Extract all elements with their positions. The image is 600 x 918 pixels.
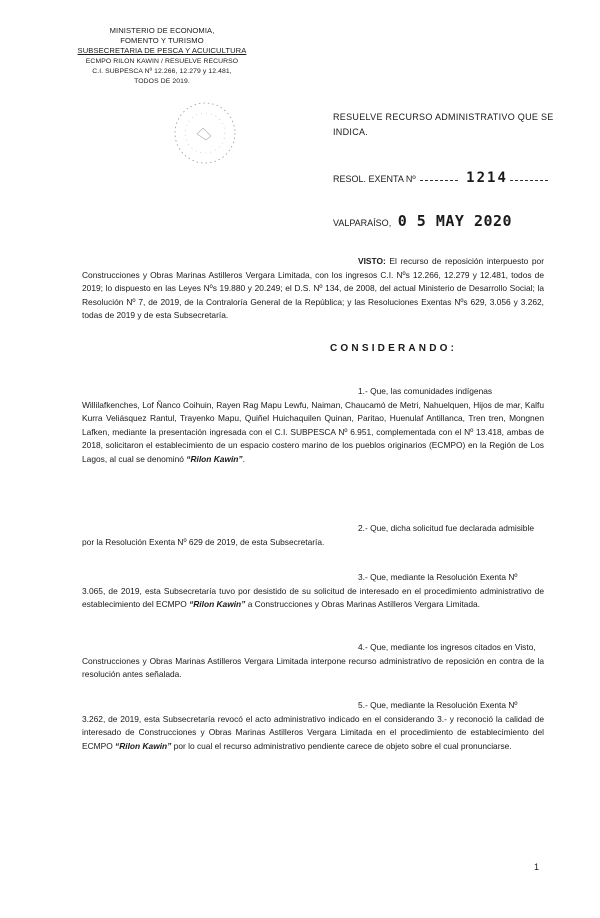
considerando-heading: CONSIDERANDO:	[330, 343, 458, 354]
page-number: 1	[534, 862, 540, 872]
letterhead	[62, 26, 262, 87]
ministry-line: FOMENTO Y TURISMO	[120, 36, 204, 46]
considerando-paragraph: 2.- Que, dicha solicitud fue declarada admisible por la Resolución Exenta Nº 629 de 2019, de esta Subsecretaría.	[82, 523, 534, 547]
considerando-paragraph: 1.- Que, las comunidades indígenas Willilafkenches, Lof Ñanco Coihuin, Rayen Rag Mapu Lewfu, Naiman, Chaucamó de Metri, Nahuelquen, Hijos de mar, Kalfu Kurra Veliásquez Rantul, Trayenko Mapu, Quiñel Huichaquilen Quinan, Paritao, Huenulaf Antillanca, Tren tren, Mongnen Lafken, mediante la presentación ingresada con el C.I. SUBPESCA Nº 6.951, complementada con el Nº 13.418, ambas de 2018, solicitaron el establecimiento de un espacio costero marino de los pueblos originarios (ECMPO) en la Región de Los Lagos, al cual se denominó “Rilon Kawin”.	[82, 386, 544, 464]
reference-line: TODOS DE 2019.	[134, 78, 190, 86]
place-date	[333, 212, 512, 230]
blank-line	[510, 180, 548, 181]
considerando-paragraph: 5.- Que, mediante la Resolución Exenta Nº 3.262, de 2019, esta Subsecretaría revocó el acto administrativo indicado en el considerando 3.- y reconoció la calidad de interesado de Construcciones y Obras Marinas Astilleros Vergara Limitada en el procedimiento de establecimiento del ECMPO “Rilon Kawin” por lo cual el recurso administrativo pendiente carece de objeto sobre el cual pronunciarse.	[82, 700, 544, 751]
reference-line: C.I. SUBPESCA Nº 12.266, 12.279 y 12.481,	[92, 67, 232, 75]
subsecretaria-line: SUBSECRETARIA DE PESCA Y ACUICULTURA	[77, 46, 247, 56]
considerando-paragraph: 4.- Que, mediante los ingresos citados en Visto, Construcciones y Obras Marinas Astilleros Vergara Limitada interpone recurso administrativo de reposición en contra de la resolución antes señalada.	[82, 642, 544, 680]
resolution-label: RESOL. EXENTA Nº	[333, 174, 416, 184]
official-seal-icon	[170, 98, 240, 168]
place-label: VALPARAÍSO,	[333, 218, 392, 228]
considerando-paragraph: 3.- Que, mediante la Resolución Exenta Nº 3.065, de 2019, esta Subsecretaría tuvo por desistido de su solicitud de interesado en el procedimiento administrativo de establecimiento del ECMPO “Rilon Kawin” a Construcciones y Obras Marinas Astilleros Vergara Limitada.	[82, 572, 544, 610]
resolution-number	[333, 170, 550, 186]
ministry-line: MINISTERIO DE ECONOMIA,	[109, 26, 215, 35]
date-stamp: 0 5 MAY 2020	[397, 212, 513, 230]
reference-line: ECMPO RILON KAWIN / RESUELVE RECURSO	[85, 57, 239, 65]
visto-text: El recurso de reposición interpuesto por Construcciones y Obras Marinas Astilleros Vergara Limitada, con los ingresos C.I. Nºs 12.266, 12.279 y 12.481, todos de 2019; lo dispuesto en las Leyes Nºs 19.880 y 20.249; el D.S. Nº 134, de 2008, del actual Ministerio de Desarrollo Social; la Resolución Nº 7, de 2019, de la Contraloría General de la República; y las Resoluciones Exentas Nºs 629, 3.056 y 3.262, todas de 2019 y de esta Subsecretaría.	[82, 256, 544, 321]
resolution-stamp-number: 1214	[466, 170, 508, 186]
document-title: RESUELVE RECURSO ADMINISTRATIVO QUE SE INDICA.	[333, 112, 554, 137]
blank-line	[420, 180, 458, 181]
visto-label: VISTO:	[358, 256, 386, 266]
visto-paragraph	[82, 255, 544, 323]
